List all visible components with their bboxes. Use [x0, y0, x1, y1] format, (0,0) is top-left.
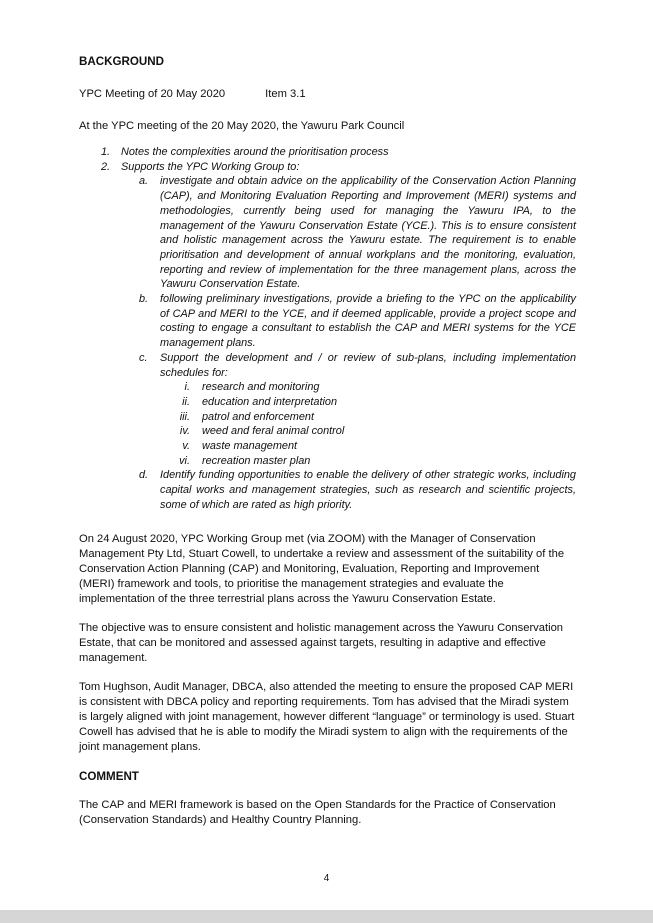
task-text: Support the development and / or review of sub-plans, including implementation schedules for:	[160, 351, 576, 379]
task-letter: a.	[139, 175, 149, 188]
sub-plan-item	[160, 424, 576, 439]
sub-plan-number: i.	[184, 381, 190, 394]
intro-sentence: At the YPC meeting of the 20 May 2020, the Yawuru Park Council	[79, 120, 405, 132]
sub-plan-item	[160, 410, 576, 425]
sub-plan-number: v.	[182, 440, 190, 453]
sub-plan-text: recreation master plan	[202, 454, 311, 467]
sub-plan-text: weed and feral animal control	[202, 425, 345, 438]
task-item	[121, 174, 576, 292]
resolution-text: Supports the YPC Working Group to:	[121, 160, 300, 173]
sub-plan-list	[160, 380, 576, 468]
sub-plan-text: patrol and enforcement	[202, 410, 315, 423]
page-bottom-edge	[0, 910, 653, 923]
sub-plan-item	[160, 380, 576, 395]
resolution-list	[79, 145, 576, 513]
task-item	[121, 292, 576, 351]
resolution-number: 1.	[101, 146, 111, 158]
resolution-item	[79, 160, 576, 513]
background-heading: BACKGROUND	[79, 55, 165, 68]
comment-paragraph: The CAP and MERI framework is based on the Open Standards for the Practice of Conservation (Conservation Standards) and Healthy Country Planning.	[79, 798, 556, 826]
resolution-text: Notes the complexities around the prioritisation process	[121, 146, 389, 158]
sub-plan-number: vi.	[179, 454, 190, 467]
task-letter: b.	[139, 293, 149, 306]
meeting-date: YPC Meeting of 20 May 2020	[79, 88, 226, 100]
sub-plan-number: iii.	[179, 410, 190, 423]
task-text: investigate and obtain advice on the applicability of the Conservation Action Planning (CAP), and Monitoring Evaluation Reporting and Improvement (MERI) systems and methodologies, currently being used for managing the Yawuru IPA, to the management of the Yawuru Conservation Estate (YCE.). This is to ensure consistent and holistic management across the Yawuru estate. The requirement is to enable prioritisation and development of annual workplans and the monitoring, evaluation, reporting and review of implementation for the three management plans, across the Yawuru Conservation Estate.	[160, 175, 576, 291]
body-paragraph: The objective was to ensure consistent and holistic management across the Yawuru Conservation Estate, that can be monitored and assessed against targets, resulting in adaptive and effective management.	[79, 621, 564, 664]
sub-plan-item	[160, 454, 576, 469]
comment-heading: COMMENT	[79, 769, 139, 783]
sub-plan-text: research and monitoring	[202, 381, 320, 394]
page-number: 4	[323, 873, 330, 884]
page-content	[79, 54, 576, 828]
task-letter: c.	[139, 351, 148, 364]
sub-plan-item	[160, 395, 576, 410]
body-paragraph: On 24 August 2020, YPC Working Group met (via ZOOM) with the Manager of Conservation Management Pty Ltd, Stuart Cowell, to undertake a review and assessment of the suitability of the Conservation Action Planning (CAP) and Monitoring, Evaluation, Reporting and Improvement (MERI) framework and tools, to prioritise the management strategies and evaluate the implementation of the three terrestrial plans across the Yawuru Conservation Estate.	[79, 532, 565, 605]
sub-plan-text: education and interpretation	[202, 395, 338, 408]
meeting-reference	[79, 87, 576, 102]
body-paragraph: Tom Hughson, Audit Manager, DBCA, also attended the meeting to ensure the proposed CAP MERI is consistent with DBCA policy and reporting requirements. Tom has advised that the Miradi system is largely aligned with joint management, however different “language” or terminology is used. Stuart Cowell has advised that he is able to modify the Miradi system to align with the requirements of the joint management plans.	[79, 680, 575, 753]
sub-plan-number: ii.	[182, 395, 190, 408]
sub-plan-text: waste management	[202, 440, 298, 453]
sub-plan-item	[160, 439, 576, 454]
working-group-tasks	[121, 174, 576, 512]
task-text: Identify funding opportunities to enable the delivery of other strategic works, including capital works and management strategies, such as research and scientific projects, some of which are rated as high priority.	[160, 469, 576, 511]
task-item	[121, 468, 576, 512]
item-number: Item 3.1	[265, 88, 306, 100]
resolution-number: 2.	[101, 160, 111, 173]
sub-plan-number: iv.	[179, 425, 190, 438]
task-letter: d.	[139, 469, 149, 482]
task-item	[121, 351, 576, 469]
resolution-item	[79, 145, 576, 160]
task-text: following preliminary investigations, provide a briefing to the YPC on the applicability of CAP and MERI to the YCE, and if deemed applicable, provide a project scope and costing to engage a consultant to establish the CAP and MERI systems for the YCE management plans.	[160, 293, 576, 350]
